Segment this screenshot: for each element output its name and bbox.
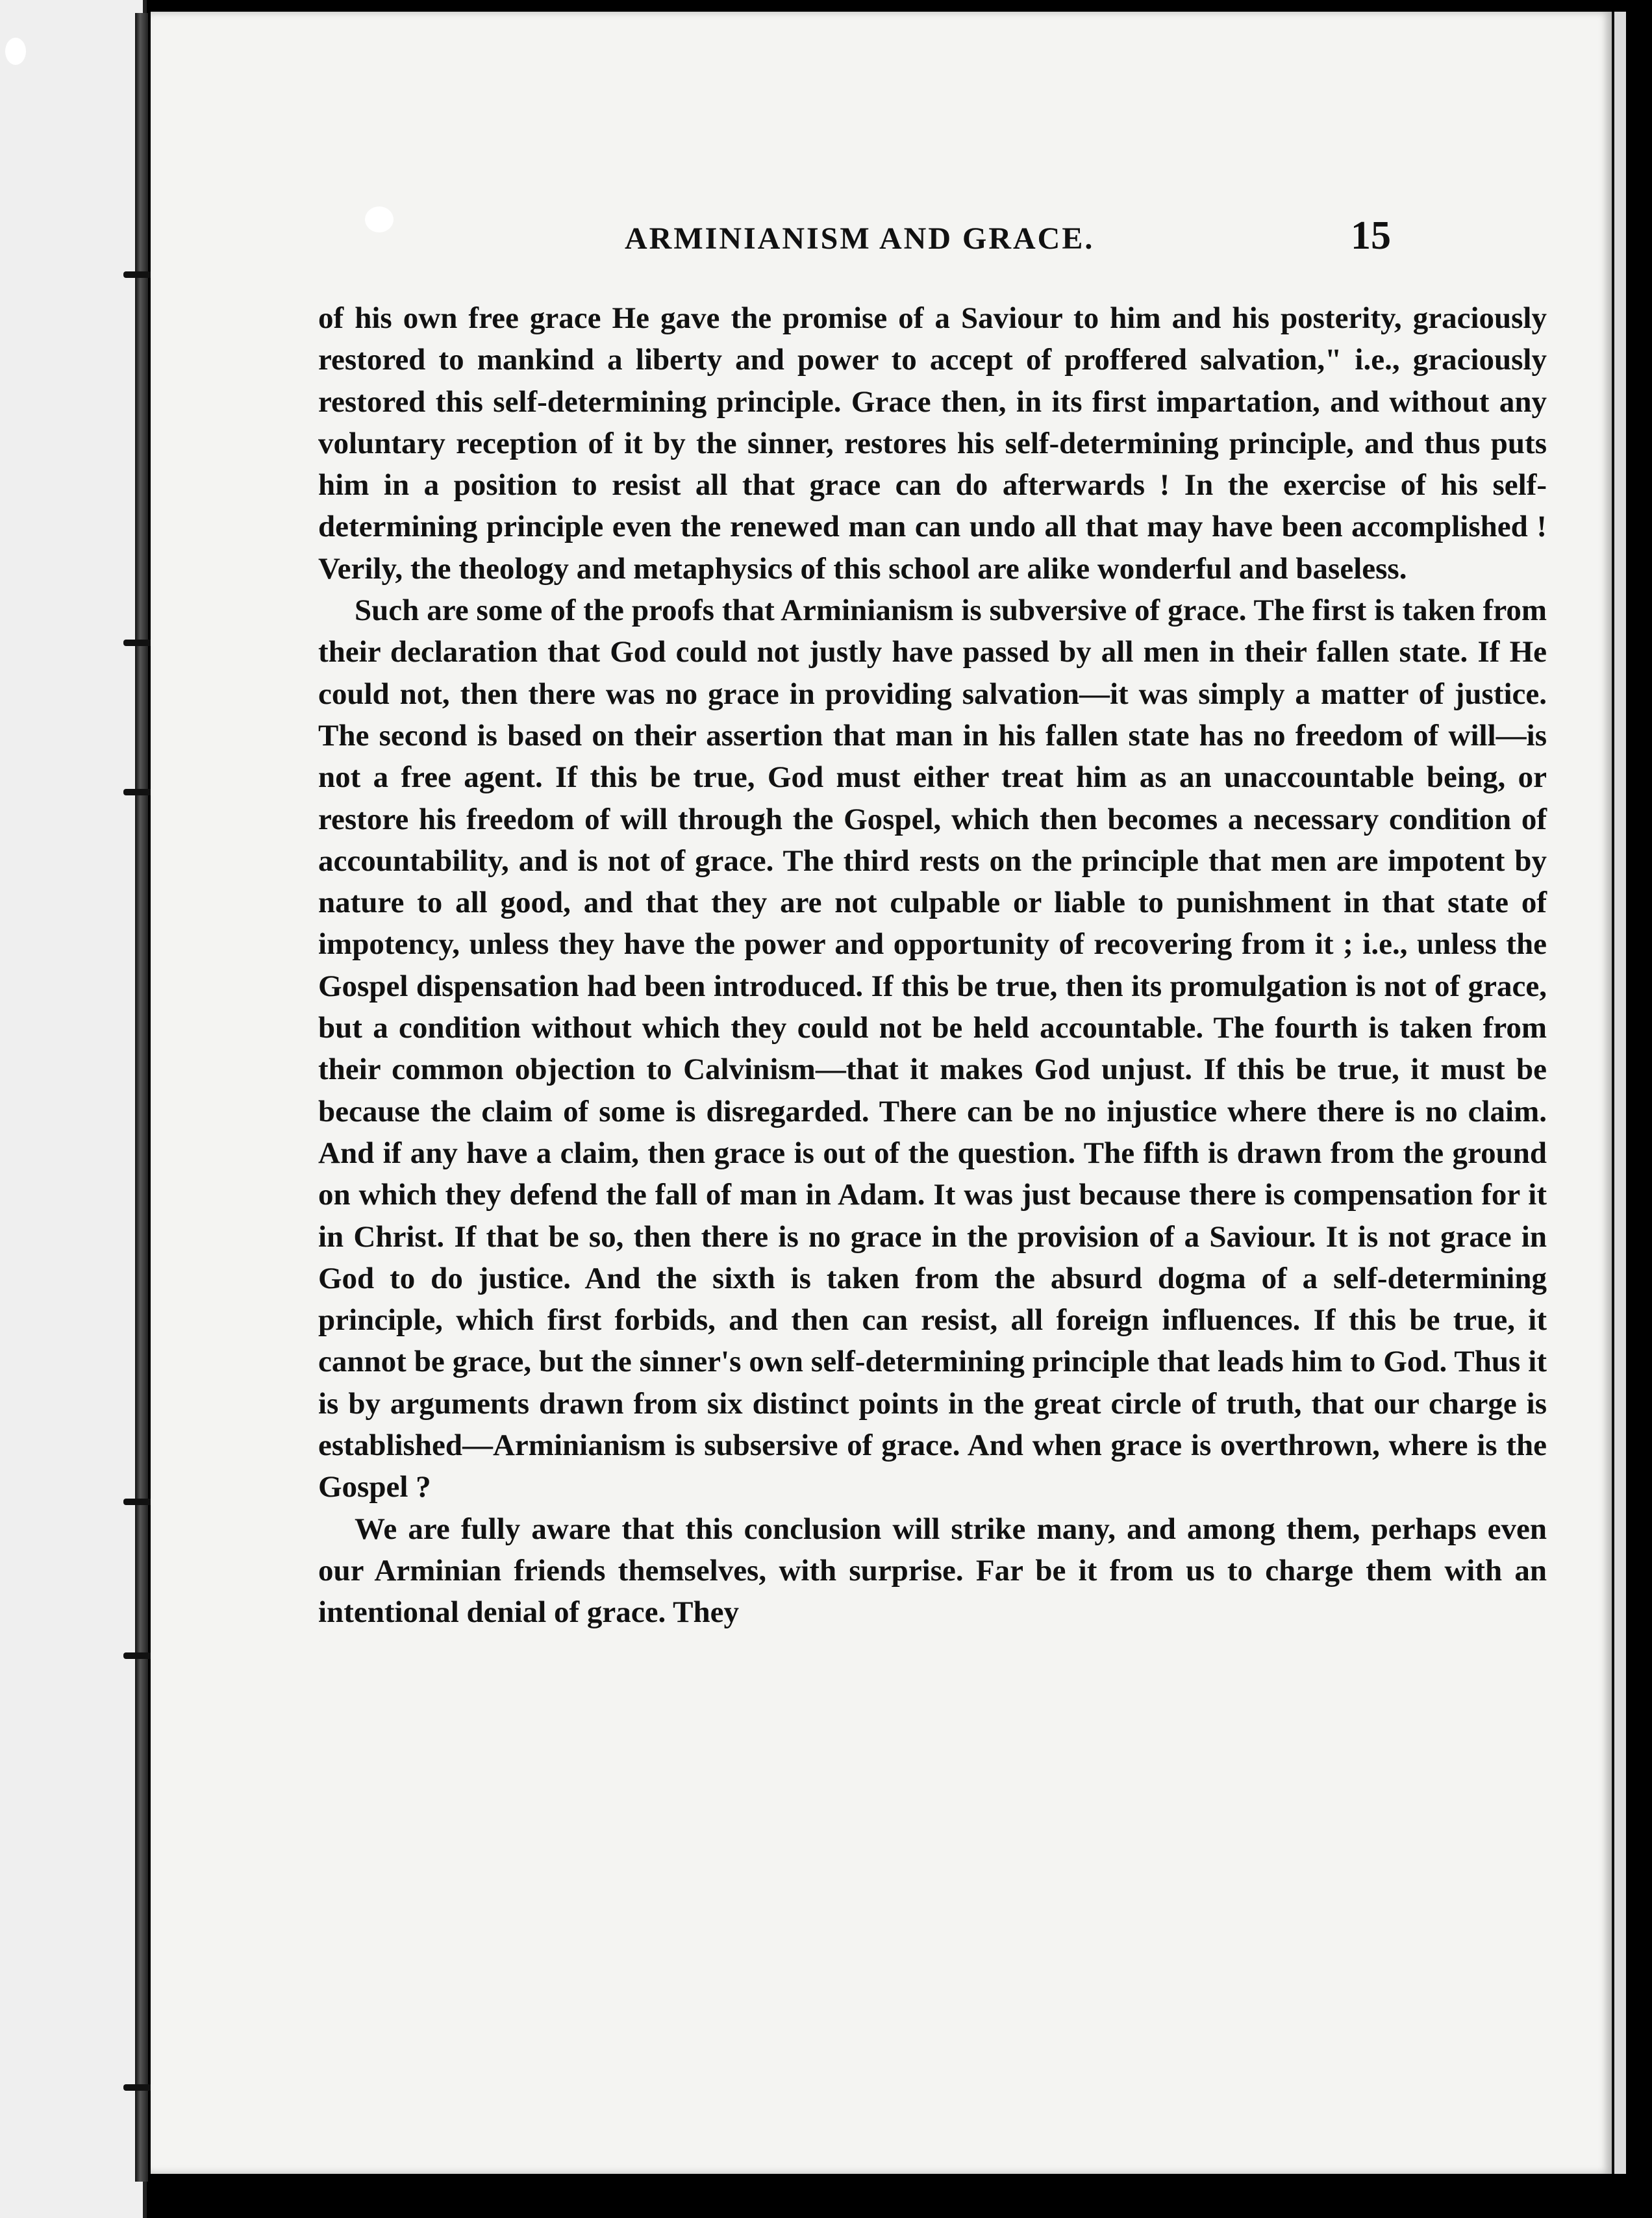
body-text bbox=[318, 297, 1547, 1634]
running-header bbox=[151, 213, 1612, 271]
paragraph: We are fully aware that this conclusion will strike many, and among them, perhaps even our Arminian friends themselves, with surprise. Far be it from us to charge them with an intentional denial of grace. They bbox=[318, 1512, 1547, 1630]
running-title: ARMINIANISM AND GRACE. bbox=[625, 221, 1095, 256]
paper-blemish bbox=[5, 38, 26, 65]
page-number: 15 bbox=[1351, 214, 1391, 258]
book-binding bbox=[135, 13, 148, 2182]
right-page-edge bbox=[1612, 12, 1626, 2174]
paragraph: of his own free grace He gave the promise of a Saviour to him and his posterity, graciously restored to mankind a liberty and power to accept of proffered salvation," i.e., graciously restored this self-determining principle. Grace then, in its first impartation, and without any voluntary reception of it by the sinner, restores his self-determining principle, and thus puts him in a position to resist all that grace can do afterwards ! In the exercise of his self-determining principle even the renewed man can undo all that may have been accomplished ! Verily, the theology and metaphysics of this school are alike wonderful and baseless. bbox=[318, 301, 1547, 586]
book-page bbox=[151, 12, 1612, 2174]
left-page-edge bbox=[0, 0, 147, 2218]
paragraph: Such are some of the proofs that Arminianism is subversive of grace. The first is taken from their declaration that God could not justly have passed by all men in their fallen state. If He could not, then there was no grace in providing salvation—it was simply a matter of justice. The second is based on their assertion that man in his fallen state has no freedom of will—is not a free agent. If this be true, God must either treat him as an unaccountable being, or restore his freedom of will through the Gospel, which then becomes a necessary condition of accountability, and is not of grace. The third rests on the principle that men are impotent by nature to all good, and that they are not culpable or liable to punishment in that state of impotency, unless they have the power and opportunity of recovering from it ; i.e., unless the Gospel dispensation had been introduced. If this be true, then its promulgation is not of grace, but a condition without which they could not be held accountable. The fourth is taken from their common objection to Calvinism—that it makes God unjust. If this be true, it must be because the claim of some is disregarded. There can be no injustice where there is no claim. And if any have a claim, then grace is out of the question. The fifth is drawn from the ground on which they defend the fall of man in Adam. It was just because there is compensation for it in Christ. If that be so, then there is no grace in the provision of a Saviour. It is not grace in God to do justice. And the sixth is taken from the absurd dogma of a self-determining principle, which first forbids, and then can resist, all foreign influences. If this be true, it cannot be grace, but the sinner's own self-determining principle that leads him to God. Thus it is by arguments drawn from six distinct points in the great circle of truth, that our charge is established—Arminianism is subsersive of grace. And when grace is overthrown, where is the Gospel ? bbox=[318, 593, 1547, 1504]
